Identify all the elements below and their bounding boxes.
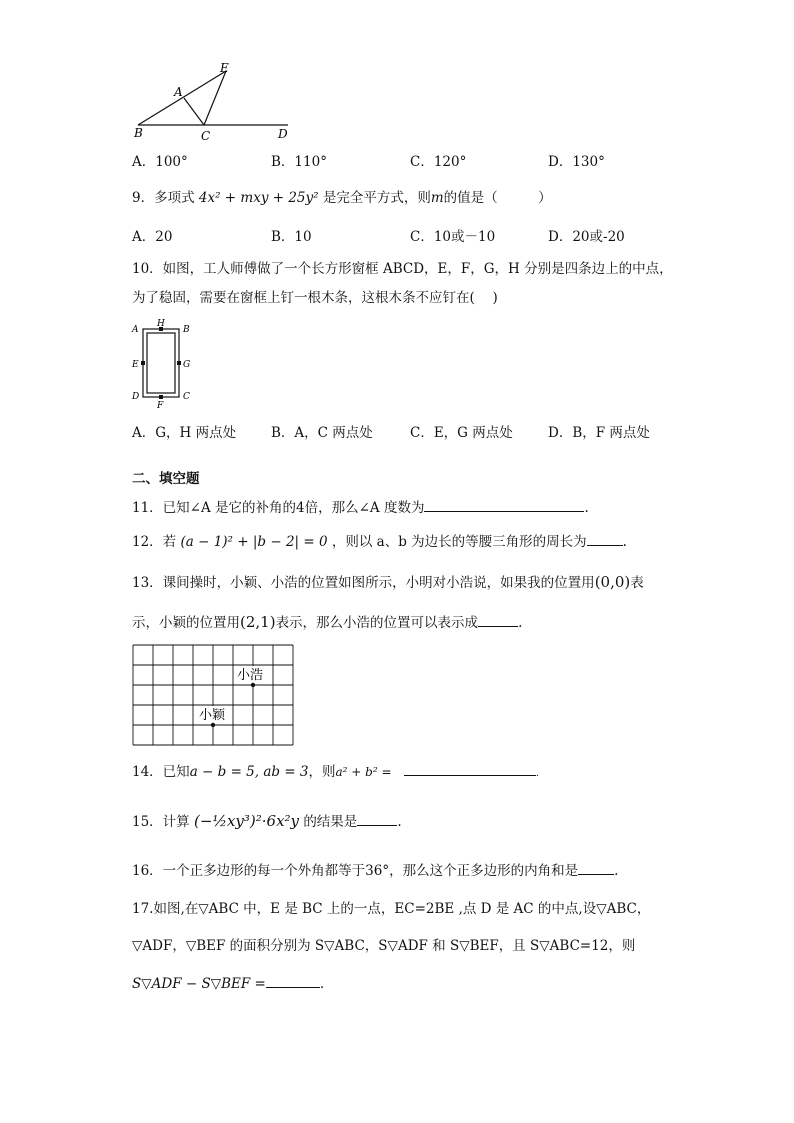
q9-text-c: 的值是（ ） — [443, 190, 552, 206]
q10-line1: 10．如图，工人师傅做了一个长方形窗框 ABCD，E，F，G，H 分别是四条边上的中点， — [132, 261, 673, 277]
q14-question — [132, 760, 539, 780]
q14-expr: a − b = 5, ab = 3 — [189, 764, 309, 780]
q15-text-b: 的结果是 — [303, 814, 358, 830]
q11-question — [132, 496, 589, 516]
q9-text-a: 多项式 — [154, 190, 195, 206]
q9-expr: 4x² + mxy + 25y² — [198, 190, 319, 206]
q14-text-a: 14．已知 — [132, 764, 190, 780]
q10-label-h: H — [157, 319, 165, 329]
q9-number: 9． — [132, 190, 155, 206]
q9-question — [132, 186, 552, 206]
q8-option-c[interactable]: C．120° — [410, 154, 467, 170]
q9-option-c[interactable]: C．10或－10 — [410, 229, 496, 245]
q13-label-xiaohao: 小浩 — [237, 668, 264, 683]
q13-label-xiaoying: 小颖 — [199, 708, 226, 723]
q10-label-g: G — [183, 360, 191, 370]
q16-question — [132, 859, 618, 879]
xiaoying-point — [211, 723, 215, 727]
q11-text: 11．已知∠A 是它的补角的4倍，那么∠A 度数为 — [132, 500, 425, 516]
q13-grid — [132, 644, 294, 746]
q8-label-d: D — [278, 127, 288, 141]
q13-line1-b: 表 — [630, 575, 644, 591]
xiaohao-point — [251, 683, 255, 687]
q15-expr: (−½xy³)²·6x²y — [193, 812, 300, 830]
q17-line1: 17.如图,在▽ABC 中，E 是 BC 上的一点，EC=2BE ,点 D 是 AC 的中点,设▽ABC， — [132, 901, 651, 917]
q10-option-c[interactable]: C．E，G 两点处 — [410, 425, 513, 441]
q10-label-b: B — [183, 325, 190, 335]
q9-option-d[interactable]: D．20或-20 — [548, 229, 625, 245]
q16-text: 16．一个正多边形的每一个外角都等于36°，那么这个正多边形的内角和是 — [132, 863, 579, 879]
q14-text-b: ，则 — [308, 764, 336, 780]
q12-end: . — [622, 534, 627, 550]
q9-var-m: m — [430, 190, 444, 206]
q12-text-b: ，则以 a、b 为边长的等腰三角形的周长为 — [331, 534, 587, 550]
q10-line2: 为了稳固，需要在窗框上钉一根木条，这根木条不应钉在( ) — [132, 290, 498, 306]
q13-line1 — [132, 571, 644, 591]
q17-answer-blank[interactable] — [266, 973, 320, 988]
q17-line3 — [132, 973, 324, 992]
q8-label-a: A — [174, 85, 183, 99]
q11-end: . — [584, 500, 589, 516]
q15-text-a: 15．计算 — [132, 814, 190, 830]
section-title-fill-blank: 二、填空题 — [132, 471, 200, 487]
q9-option-a[interactable]: A．20 — [132, 229, 173, 245]
q8-option-a[interactable]: A．100° — [132, 154, 188, 170]
q9-text-b: 是完全平方式，则 — [322, 190, 431, 206]
q17-line3-expr: S▽ADF − S▽BEF = — [132, 976, 266, 992]
q8-label-e: E — [220, 61, 229, 75]
q13-line2 — [132, 611, 522, 631]
q10-label-d: D — [132, 392, 140, 402]
q13-answer-blank[interactable] — [478, 612, 518, 627]
q10-option-b[interactable]: B．A，C 两点处 — [271, 425, 373, 441]
q10-option-a[interactable]: A．G，H 两点处 — [132, 425, 237, 441]
q8-label-c: C — [201, 129, 211, 143]
q15-answer-blank[interactable] — [357, 811, 397, 826]
q16-answer-blank[interactable] — [578, 860, 614, 875]
q15-question — [132, 810, 402, 830]
q9-option-b[interactable]: B．10 — [271, 229, 312, 245]
q13-end: . — [518, 615, 523, 631]
q8-figure — [128, 58, 298, 146]
q13-line1-a: 13．课间操时，小颖、小浩的位置如图所示，小明对小浩说，如果我的位置用 — [132, 575, 595, 591]
q10-label-e: E — [132, 360, 139, 370]
q14-answer-blank[interactable] — [404, 761, 536, 776]
q11-answer-blank[interactable] — [424, 497, 584, 512]
q10-label-a: A — [132, 325, 139, 335]
q12-answer-blank[interactable] — [587, 531, 623, 546]
q8-label-b: B — [134, 126, 143, 140]
q8-option-b[interactable]: B．110° — [271, 154, 327, 170]
q17-line2: ▽ADF，▽BEF 的面积分别为 S▽ABC，S▽ADF 和 S▽BEF，且 S▽ABC=12，则 — [132, 938, 636, 954]
q12-expr: (a − 1)² + |b − 2| = 0 — [180, 534, 328, 550]
q10-option-d[interactable]: D．B，F 两点处 — [548, 425, 650, 441]
q10-label-f: F — [157, 401, 164, 410]
q14-expr2: a² + b² = — [335, 765, 392, 779]
q13-line2-b: 表示，那么小浩的位置可以表示成 — [275, 615, 479, 631]
q13-coord2: (2,1) — [240, 613, 276, 631]
q16-end: . — [614, 863, 619, 879]
q12-text-a: 12．若 — [132, 534, 177, 550]
q17-end: . — [319, 976, 325, 992]
q12-question — [132, 530, 627, 550]
q15-end: . — [397, 814, 402, 830]
q10-label-c: C — [183, 392, 190, 402]
q14-end: . — [535, 768, 540, 779]
q13-line2-a: 示，小颖的位置用 — [132, 615, 240, 631]
q10-window-figure — [128, 318, 198, 410]
q13-coord1: (0,0) — [594, 573, 631, 591]
q8-option-d[interactable]: D．130° — [548, 154, 605, 170]
